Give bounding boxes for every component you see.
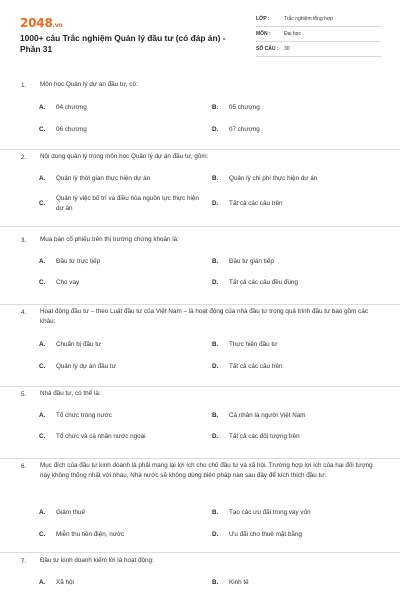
meta-row-class [256,12,381,27]
option-letter: A. [39,412,46,419]
option-letter: A. [39,579,46,586]
option-letter: A. [39,509,46,516]
option-letter: B. [212,175,219,182]
option-letter: D. [212,363,219,370]
question-text: Hoạt động đầu tư – theo Luật đầu tư của Việt Nam – là hoạt động của nhà đầu tư trong quá trình đầu tư bao gồm các khâu: [40,308,368,325]
document-header [0,0,400,72]
question-item [0,235,400,305]
document-meta [256,12,381,57]
logo-main-text: 2048 [20,16,53,30]
option-c[interactable] [39,530,196,540]
option-a[interactable] [39,257,196,267]
option-b[interactable] [212,411,369,421]
option-text: Quản lý chi phí thực hiện dự án [229,175,318,182]
option-a[interactable] [39,411,196,421]
option-letter: D. [212,126,219,133]
option-text: Giảm thuế [56,509,86,516]
option-text: Tất cả các câu trên [229,363,283,370]
question-text: Nhà đầu tư, có thể là: [40,390,101,397]
question-number: 3. [21,237,27,244]
option-letter: D. [212,279,219,286]
option-text: 05 chương [229,104,260,111]
option-letter: A. [39,341,46,348]
question-item [0,307,400,387]
option-text: Tất cả các câu trên [229,200,283,207]
meta-key: LỚP : [256,16,270,22]
logo-tld-text: .vn [52,22,63,29]
option-c[interactable] [39,194,206,214]
option-text: Quản lý dự án đầu tư [56,363,116,370]
question-number: 4. [21,309,27,316]
option-letter: D. [212,531,219,538]
option-letter: B. [212,104,219,111]
option-text: Thực hiện đầu tư [229,341,278,348]
option-d[interactable] [212,362,369,372]
option-letter: C. [39,363,46,370]
meta-row-count [256,42,381,57]
option-letter: C. [39,279,46,286]
question-number: 5. [21,391,27,398]
question-text: Đầu tư kinh doanh kiếm lời là hoạt động: [40,557,154,564]
question-number: 1. [21,82,27,89]
question-text: Nội dung quản lý trong môn học Quản lý dự án đầu tư, gồm: [40,153,209,160]
option-c[interactable] [39,278,196,288]
option-text: Quản lý thời gian thực hiện dự án [56,175,151,182]
option-text: Cá nhân là người Việt Nam [229,412,306,419]
option-letter: A. [39,104,46,111]
option-text: Xã hội [56,579,74,586]
option-b[interactable] [212,508,369,518]
option-a[interactable] [39,174,196,184]
option-text: Tất cả các câu đều đúng [229,279,298,286]
question-item [0,556,400,600]
option-c[interactable] [39,432,196,442]
option-b[interactable] [212,103,369,113]
option-letter: C. [39,126,46,133]
option-text: Kinh tế [229,579,249,586]
site-logo[interactable] [20,16,62,30]
question-item [0,80,400,150]
option-b[interactable] [212,174,369,184]
question-item [0,389,400,459]
option-text: Quản lý việc bố trí và điều hòa nguồn lực thực hiện dự án [56,195,199,212]
question-text: Môn học Quản lý dự án đầu tư, có: [40,81,138,88]
option-a[interactable] [39,340,196,350]
option-d[interactable] [212,199,369,209]
option-text: Đầu tư trực tiếp [56,258,101,265]
question-item [0,152,400,227]
option-b[interactable] [212,578,369,588]
option-text: Tạo các ưu đãi trong vay vốn [229,509,311,516]
question-item [0,461,400,553]
option-text: Cho vay [56,279,80,286]
option-c[interactable] [39,125,196,135]
option-letter: B. [212,412,219,419]
option-text: 04 chương [56,104,87,111]
question-text: Mục đích của đầu tư kinh doanh là phải mang lại lợi ích cho chủ đầu tư và xã hội. Trường hợp lợi ích của hai đối tượng này không thống nhất với nhau, Nhà nước sẽ không dùng biện pháp nào sau đây để kích thích đầu tư: [40,462,373,479]
option-letter: C. [39,433,46,440]
option-letter: C. [39,531,46,538]
option-d[interactable] [212,125,369,135]
option-d[interactable] [212,432,369,442]
option-text: Ưu đãi cho thuê mặt bằng [229,531,302,538]
option-letter: D. [212,200,219,207]
option-letter: B. [212,341,219,348]
option-letter: A. [39,175,46,182]
meta-row-subject [256,27,381,42]
option-a[interactable] [39,508,196,518]
option-letter: D. [212,433,219,440]
question-number: 7. [21,558,27,565]
meta-key: SỐ CÂU : [256,46,279,52]
option-letter: B. [212,579,219,586]
question-number: 2. [21,154,27,161]
option-a[interactable] [39,578,196,588]
option-letter: B. [212,509,219,516]
meta-value: Trắc nghiệm tổng hợp [284,16,333,22]
option-text: 06 chương [56,126,87,133]
option-d[interactable] [212,530,369,540]
option-c[interactable] [39,362,196,372]
question-text: Mua bán cổ phiếu trên thị trường chứng khoán là: [40,236,179,243]
option-b[interactable] [212,340,369,350]
document-title: 1000+ câu Trắc nghiệm Quản lý đầu tư (có đáp án) - Phần 31 [20,33,226,54]
meta-key: MÔN : [256,31,271,37]
option-a[interactable] [39,103,196,113]
option-text: Tổ chức và cá nhân nước ngoài [56,433,146,440]
option-letter: B. [212,258,219,265]
option-text: Chuẩn bị đầu tư [56,341,102,348]
option-text: Tất cả các đối tượng trên [229,433,300,440]
option-text: Tổ chức trong nước [56,412,112,419]
meta-value: 30 [284,46,290,52]
option-letter: A. [39,258,46,265]
option-b[interactable] [212,257,369,267]
question-number: 6. [21,463,27,470]
option-text: 07 chương [229,126,260,133]
option-text: Miễn thu tiền điện, nước [56,531,125,538]
option-text: Đầu tư gián tiếp [229,258,274,265]
option-d[interactable] [212,278,369,288]
meta-value: Đại học [284,31,301,37]
option-letter: C. [39,200,46,207]
